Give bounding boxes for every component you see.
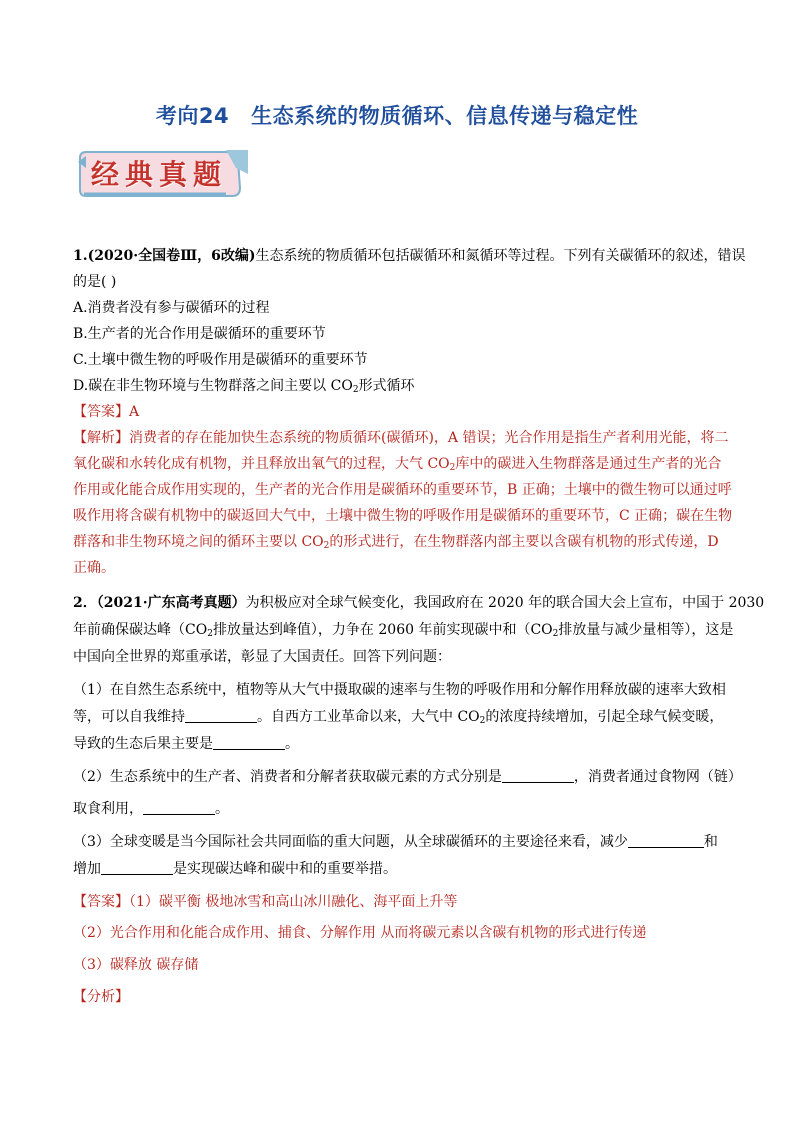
q1-analysis-5sub: 2 (323, 541, 330, 551)
q1-analysis-6: 正确。 (73, 560, 115, 576)
q2-p1-line3a: 导致的生态后果主要是 (73, 736, 213, 752)
answer-blank-3[interactable] (502, 768, 574, 783)
q2-intro-2a: 年前确保碳达峰（CO (73, 622, 208, 638)
q1-analysis-3: 作用或化能合成作用实现的，生产者的光合作用是碳循环的重要环节，B 正确；土壤中的微生物可以通过呼 (73, 482, 732, 498)
q2-p3-line1b: 和 (703, 834, 718, 850)
q1-analysis-1 (73, 428, 728, 448)
q2-p1-line2c: 的浓度持续增加，引起全球气候变暖， (485, 709, 724, 725)
q2-p1-line2sub: 2 (479, 716, 486, 726)
q1-option-a: A.消费者没有参与碳循环的过程 (73, 300, 270, 316)
q2-intro-2b: 排放量达到峰值），力争在 2060 年前实现碳中和（CO (212, 622, 553, 638)
q2-intro-2sub: 2 (207, 629, 213, 639)
q1-stem-line1 (73, 246, 746, 266)
q2-analysis-tag: 【分析】 (73, 989, 129, 1005)
q2-intro-2c: 排放量与减少量相等），这是 (558, 622, 734, 638)
q2-p3-line2b: 是实现碳达峰和碳中和的重要举措。 (173, 861, 397, 877)
q1-answer-tag: 【答案】 (73, 404, 129, 420)
answer-blank-5[interactable] (628, 833, 704, 848)
answer-blank-2[interactable] (213, 735, 285, 750)
q2-p3-line2a: 增加 (73, 861, 101, 877)
q2-p2-line1 (73, 767, 742, 787)
q2-p2-line2a: 取食利用， (73, 801, 143, 817)
q1-analysis-4: 吸作用将含碳有机物中的碳返回大气中，土壤中微生物的呼吸作用是碳循环的重要环节，C 正确；碳在生物 (73, 508, 733, 524)
q2-intro-2 (73, 620, 733, 640)
q1-analysis-2b: 库中的碳进入生物群落是通过生产者的光合 (455, 456, 722, 472)
q1-option-d-post: 形式循环 (358, 378, 415, 394)
q1-option-c: C.土壤中微生物的呼吸作用是碳循环的重要环节 (73, 352, 368, 368)
q1-analysis-5b: 的形式进行，在生物群落内部主要以含碳有机物的形式传递，D (329, 534, 719, 550)
q2-ans1: （1）碳平衡 极地冰雪和高山冰川融化、海平面上升等 (129, 894, 458, 910)
q1-answer-line (73, 402, 139, 422)
q1-analysis-2sub: 2 (449, 463, 456, 473)
q2-p1-line2b: 。自西方工业革命以来，大气中 CO (257, 709, 480, 725)
q1-stem-b: 的是( ) (73, 274, 117, 290)
q1-stem-a: 生态系统的物质循环包括碳循环和氮循环等过程。下列有关碳循环的叙述，错误 (255, 248, 746, 264)
answer-blank-1[interactable] (185, 708, 257, 723)
q1-source: 1.(2020·全国卷Ⅲ，6改编) (73, 248, 256, 264)
answer-blank-6[interactable] (101, 860, 173, 875)
q2-answer-tag: 【答案】 (73, 894, 129, 910)
banner-label: 经典真题 (90, 158, 227, 191)
q2-answer-line1 (73, 892, 457, 912)
q2-ans3: （3）碳释放 碳存储 (73, 957, 199, 973)
q2-p2-line2b: 。 (215, 801, 229, 817)
title-text: 生态系统的物质循环、信息传递与稳定性 (251, 104, 639, 128)
q1-answer: A (129, 404, 140, 420)
q2-ans2: （2）光合作用和化能合成作用、捕食、分解作用 从而将碳元素以含碳有机物的形式进行传递 (73, 925, 647, 941)
page-title (0, 100, 794, 130)
q1-option-d-sub: 2 (352, 385, 359, 395)
q2-source: 2．（2021·广东高考真题） (73, 595, 246, 611)
section-banner (76, 148, 252, 200)
q2-p2-line1a: （2）生态系统中的生产者、消费者和分解者获取碳元素的方式分别是 (73, 769, 502, 785)
q1-analysis-2 (73, 454, 721, 474)
q2-intro-2sub2: 2 (552, 629, 559, 639)
q2-intro-1-text: 为积极应对全球气候变化，我国政府在 2020 年的联合国大会上宣布，中国于 2030 (245, 595, 765, 611)
q2-p1-line3b: 。 (285, 736, 299, 752)
q1-option-d-pre: D.碳在非生物环境与生物群落之间主要以 CO (73, 378, 353, 394)
q2-p3-line1 (73, 832, 718, 852)
q1-analysis-text-1: 消费者的存在能加快生态系统的物质循环(碳循环)，A 错误；光合作用是指生产者利用光能，将二 (129, 430, 729, 446)
q2-p2-line1b: ，消费者通过食物网（链） (573, 769, 742, 785)
q2-p3-line1a: （3）全球变暖是当今国际社会共同面临的重大问题，从全球碳循环的主要途径来看，减少 (73, 834, 628, 850)
q1-analysis-5 (73, 532, 719, 552)
q1-option-b: B.生产者的光合作用是碳循环的重要环节 (73, 326, 326, 342)
q1-analysis-5a: 群落和非生物环境之间的循环主要以 CO (73, 534, 324, 550)
title-number: 考向24 (155, 104, 230, 128)
q2-p1-line2 (73, 707, 723, 727)
q2-p1-line2a: 等，可以自我维持 (73, 709, 185, 725)
answer-blank-4[interactable] (143, 800, 215, 815)
q2-p1-line1: （1）在自然生态系统中，植物等从大气中摄取碳的速率与生物的呼吸作用和分解作用释放碳的速率大致相 (73, 682, 726, 698)
q2-intro-3: 中国向全世界的郑重承诺，彰显了大国责任。回答下列问题： (73, 649, 451, 665)
q2-p1-line3 (73, 734, 299, 754)
q2-p2-line2 (73, 799, 229, 819)
q2-p3-line2 (73, 859, 397, 879)
q1-analysis-tag: 【解析】 (73, 430, 129, 446)
q1-analysis-2a: 氧化碳和水转化成有机物，并且释放出氧气的过程，大气 CO (73, 456, 450, 472)
q2-intro-1 (73, 593, 764, 613)
q1-option-d (73, 376, 415, 396)
